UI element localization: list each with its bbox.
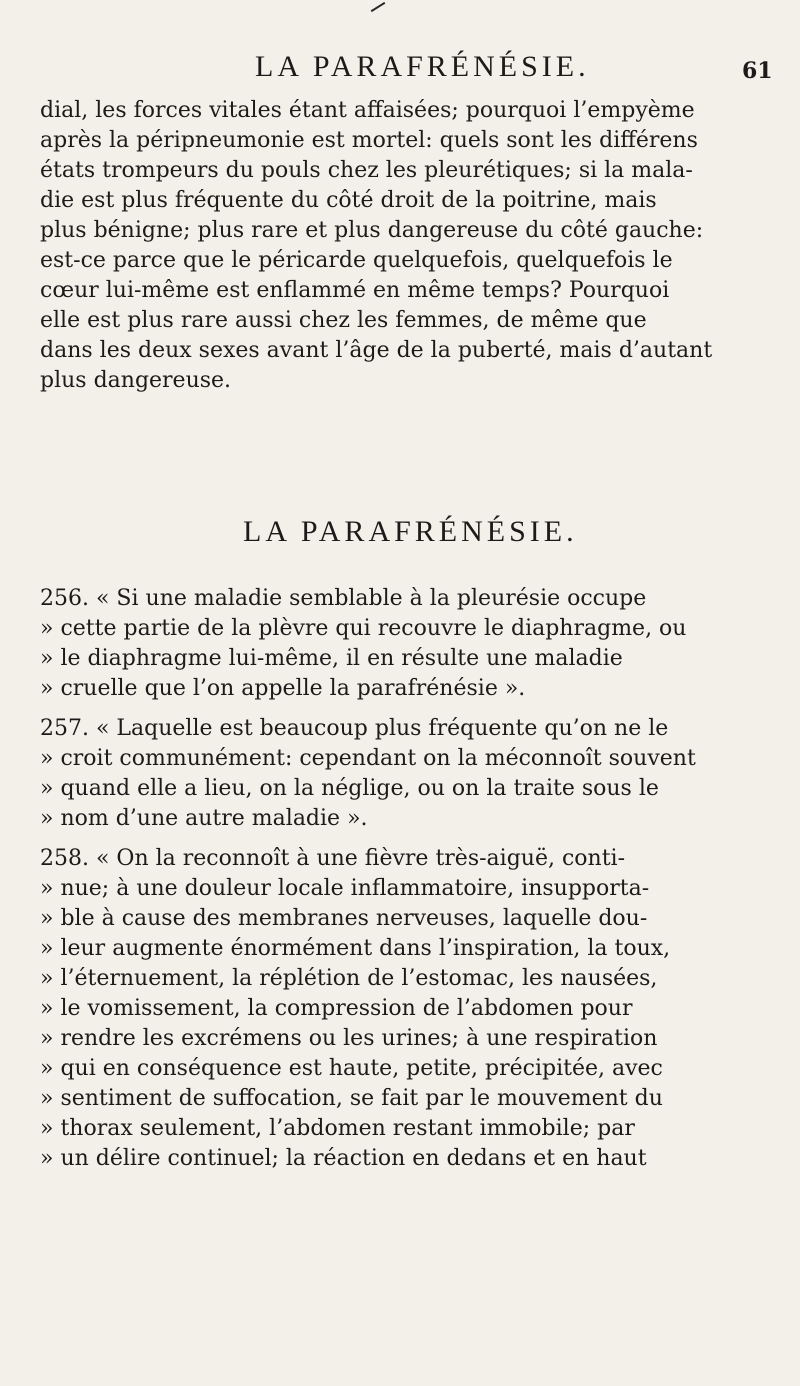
text-line: » rendre les excrémens ou les urines; à une respiration bbox=[40, 1026, 658, 1051]
paragraph-256 bbox=[40, 584, 776, 704]
text-line: » nue; à une douleur locale inflammatoire, insupporta- bbox=[40, 876, 650, 901]
first-paragraph bbox=[40, 96, 776, 396]
text-line: » cette partie de la plèvre qui recouvre le diaphragme, ou bbox=[40, 616, 687, 641]
text-line: » le diaphragme lui-même, il en résulte une maladie bbox=[40, 646, 623, 671]
text-line: est-ce parce que le péricarde quelquefois, quelquefois le bbox=[40, 248, 673, 273]
text-line: » quand elle a lieu, on la néglige, ou on la traite sous le bbox=[40, 776, 659, 801]
text-line: » cruelle que l’on appelle la parafrénésie ». bbox=[40, 676, 526, 701]
text-line: » sentiment de suffocation, se fait par le mouvement du bbox=[40, 1086, 663, 1111]
text-line: » un délire continuel; la réaction en dedans et en haut bbox=[40, 1146, 647, 1171]
paragraph-258 bbox=[40, 844, 776, 1174]
paragraph-257 bbox=[40, 714, 776, 834]
text-line: elle est plus rare aussi chez les femmes, de même que bbox=[40, 308, 647, 333]
running-head: LA PARAFRÉNÉSIE. bbox=[255, 50, 590, 83]
text-line: 257. « Laquelle est beaucoup plus fréquente qu’on ne le bbox=[40, 716, 669, 741]
section-title: LA PARAFRÉNÉSIE. bbox=[243, 515, 578, 548]
text-line: » ble à cause des membranes nerveuses, laquelle dou- bbox=[40, 906, 648, 931]
text-line: » nom d’une autre maladie ». bbox=[40, 806, 368, 831]
text-line: » le vomissement, la compression de l’abdomen pour bbox=[40, 996, 633, 1021]
text-line: die est plus fréquente du côté droit de la poitrine, mais bbox=[40, 188, 657, 213]
page-number: 61 bbox=[742, 58, 773, 84]
text-line: 256. « Si une maladie semblable à la pleurésie occupe bbox=[40, 586, 647, 611]
text-line: cœur lui-même est enflammé en même temps? Pourquoi bbox=[40, 278, 670, 303]
text-line: 258. « On la reconnoît à une fièvre très-aiguë, conti- bbox=[40, 846, 625, 871]
text-line: » leur augmente énormément dans l’inspiration, la toux, bbox=[40, 936, 671, 961]
text-line: plus dangereuse. bbox=[40, 368, 232, 393]
text-line: » thorax seulement, l’abdomen restant immobile; par bbox=[40, 1116, 635, 1141]
text-line: » l’éternuement, la réplétion de l’estomac, les nausées, bbox=[40, 966, 658, 991]
ink-stroke-mark bbox=[371, 2, 386, 12]
text-line: » qui en conséquence est haute, petite, précipitée, avec bbox=[40, 1056, 663, 1081]
text-line: états trompeurs du pouls chez les pleurétiques; si la mala- bbox=[40, 158, 693, 183]
text-line: après la péripneumonie est mortel: quels sont les différens bbox=[40, 128, 698, 153]
text-line: plus bénigne; plus rare et plus dangereuse du côté gauche: bbox=[40, 218, 704, 243]
text-line: » croit communément: cependant on la méconnoît souvent bbox=[40, 746, 696, 771]
text-line: dial, les forces vitales étant affaisées; pourquoi l’empyème bbox=[40, 98, 695, 123]
text-line: dans les deux sexes avant l’âge de la puberté, mais d’autant bbox=[40, 338, 713, 363]
